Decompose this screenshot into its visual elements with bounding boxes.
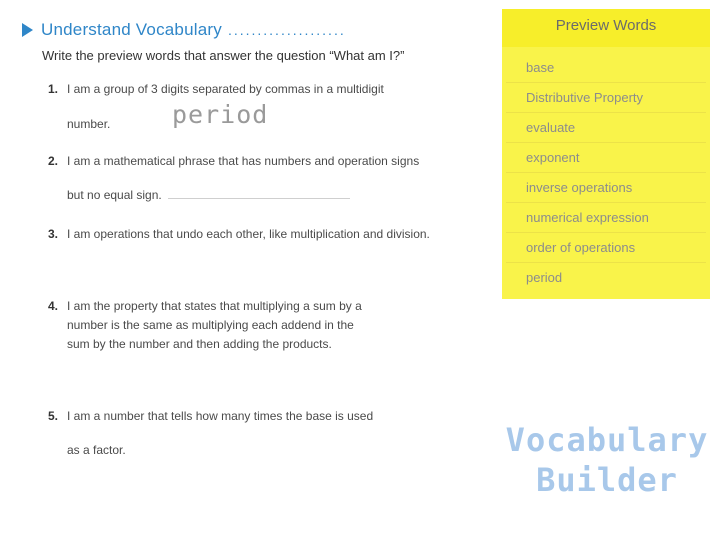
answer-1-handwritten: period <box>172 100 269 129</box>
preview-words-box <box>502 9 710 299</box>
divider <box>506 112 706 113</box>
question-text: I am a mathematical phrase that has numbers and operation signs <box>67 154 420 168</box>
divider <box>506 202 706 203</box>
question-text: I am a number that tells how many times the base is used <box>67 409 374 423</box>
answer-2-blank[interactable] <box>168 187 350 199</box>
divider <box>506 172 706 173</box>
preview-word: period <box>526 270 563 285</box>
section-header <box>22 20 346 40</box>
question-text: but no equal sign. <box>67 188 162 202</box>
question-number: 3. <box>48 227 59 241</box>
preview-word: Distributive Property <box>526 90 644 105</box>
preview-word: numerical expression <box>526 210 649 225</box>
question-text: number is the same as multiplying each addend in the <box>67 318 354 332</box>
question-text: number. <box>67 117 111 131</box>
question-text: I am a group of 3 digits separated by commas in a multidigit <box>67 82 384 96</box>
preview-word: order of operations <box>526 240 636 255</box>
builder-line-2: Builder <box>536 461 678 499</box>
question-number: 4. <box>48 299 59 313</box>
question-1-line-2 <box>67 115 110 134</box>
divider <box>506 232 706 233</box>
question-5-line-2 <box>67 441 126 460</box>
vocabulary-builder-title <box>500 420 714 500</box>
preview-words-title: Preview Words <box>502 9 710 47</box>
question-text: sum by the number and then adding the products. <box>67 337 332 351</box>
divider <box>506 142 706 143</box>
question-text: I am operations that undo each other, like multiplication and division. <box>67 227 430 241</box>
play-arrow-icon <box>22 23 33 37</box>
builder-line-1: Vocabulary <box>505 421 709 459</box>
instruction-text: Write the preview words that answer the question “What am I?” <box>42 48 405 63</box>
question-number: 5. <box>48 409 59 423</box>
divider <box>506 262 706 263</box>
preview-word: evaluate <box>526 120 576 135</box>
question-4-line-2 <box>67 316 354 335</box>
section-title: Understand Vocabulary <box>41 20 222 39</box>
question-4-line-3 <box>67 335 332 354</box>
question-number: 1. <box>48 82 59 96</box>
question-number: 2. <box>48 154 59 168</box>
divider <box>506 82 706 83</box>
question-2-line-2 <box>67 186 350 205</box>
question-text: as a factor. <box>67 443 126 457</box>
preview-word: exponent <box>526 150 580 165</box>
question-text: I am the property that states that multiplying a sum by a <box>67 299 362 313</box>
title-dots: .................... <box>227 22 346 38</box>
preview-word: base <box>526 60 555 75</box>
preview-word: inverse operations <box>526 180 633 195</box>
